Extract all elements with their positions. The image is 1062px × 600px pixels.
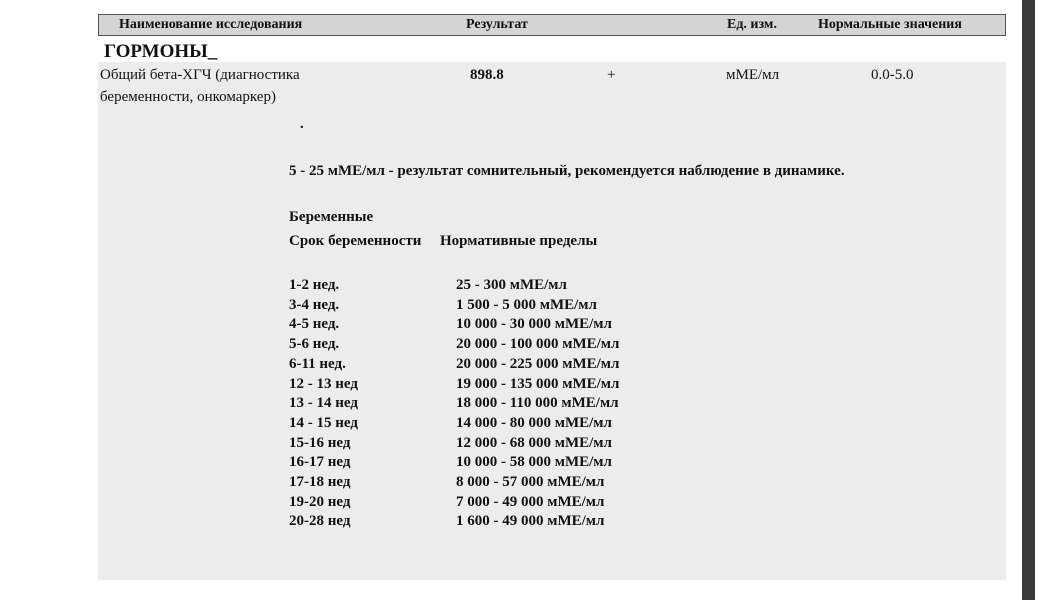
table-row (289, 375, 620, 393)
row-range: 20 000 - 100 000 мМЕ/мл (456, 336, 620, 353)
row-term: 6-11 нед. (289, 355, 346, 372)
test-unit: мМЕ/мл (726, 67, 780, 83)
test-name-line1: Общий бета-ХГЧ (диагностика (100, 67, 300, 83)
row-range: 25 - 300 мМЕ/мл (456, 277, 567, 293)
table-row (289, 414, 612, 432)
table-row (289, 454, 612, 471)
table-row (289, 336, 620, 353)
test-norm: 0.0-5.0 (871, 67, 914, 83)
row-range: 14 000 - 80 000 мМЕ/мл (456, 414, 612, 431)
table-row (289, 474, 605, 491)
note-dot: . (300, 116, 304, 132)
scrollbar[interactable] (1022, 0, 1035, 600)
header-norm: Нормальные значения (818, 17, 962, 32)
row-range: 1 600 - 49 000 мМЕ/мл (456, 513, 605, 530)
row-term: 1-2 нед. (289, 277, 340, 293)
table-row (289, 434, 612, 452)
table-header (98, 14, 1006, 36)
row-term: 20-28 нед (289, 513, 351, 530)
test-name-line2: беременности, онкомаркер) (100, 89, 276, 105)
row-range: 12 000 - 68 000 мМЕ/мл (456, 434, 612, 451)
row-range: 18 000 - 110 000 мМЕ/мл (456, 395, 619, 412)
row-term: 5-6 нед. (289, 336, 340, 353)
row-term: 14 - 15 нед (289, 414, 358, 431)
row-term: 15-16 нед (289, 434, 351, 451)
header-result: Результат (466, 17, 528, 32)
row-term: 12 - 13 нед (289, 375, 358, 392)
table-row (289, 513, 605, 530)
row-term: 13 - 14 нед (289, 395, 358, 412)
row-term: 4-5 нед. (289, 316, 340, 333)
section-title: ГОРМОНЫ_ (104, 41, 218, 62)
row-range: 10 000 - 30 000 мМЕ/мл (456, 316, 612, 333)
row-range: 10 000 - 58 000 мМЕ/мл (456, 454, 612, 471)
note-pregnant: Беременные (289, 209, 374, 225)
table-row (289, 277, 567, 294)
col-limits: Нормативные пределы (440, 233, 598, 249)
row-range: 1 500 - 5 000 мМЕ/мл (456, 296, 597, 313)
table-row (289, 493, 605, 511)
header-name: Наименование исследования (119, 17, 303, 32)
row-term: 16-17 нед (289, 454, 351, 471)
row-term: 3-4 нед. (289, 296, 340, 313)
row-term: 17-18 нед (289, 474, 351, 490)
row-range: 20 000 - 225 000 мМЕ/мл (456, 355, 620, 372)
row-range: 7 000 - 49 000 мМЕ/мл (456, 493, 605, 510)
table-row (289, 316, 612, 333)
table-row (289, 355, 620, 373)
row-range: 8 000 - 57 000 мМЕ/мл (456, 474, 605, 490)
note-doubtful: 5 - 25 мМЕ/мл - результат сомнительный, рекомендуется наблюдение в динамике. (289, 163, 845, 179)
row-range: 19 000 - 135 000 мМЕ/мл (456, 375, 620, 392)
header-unit: Ед. изм. (727, 17, 777, 32)
test-value: 898.8 (470, 67, 504, 83)
col-term: Срок беременности (289, 233, 422, 249)
row-term: 19-20 нед (289, 493, 351, 510)
table-row (289, 395, 619, 412)
test-flag: + (607, 67, 616, 83)
table-row (289, 296, 597, 314)
